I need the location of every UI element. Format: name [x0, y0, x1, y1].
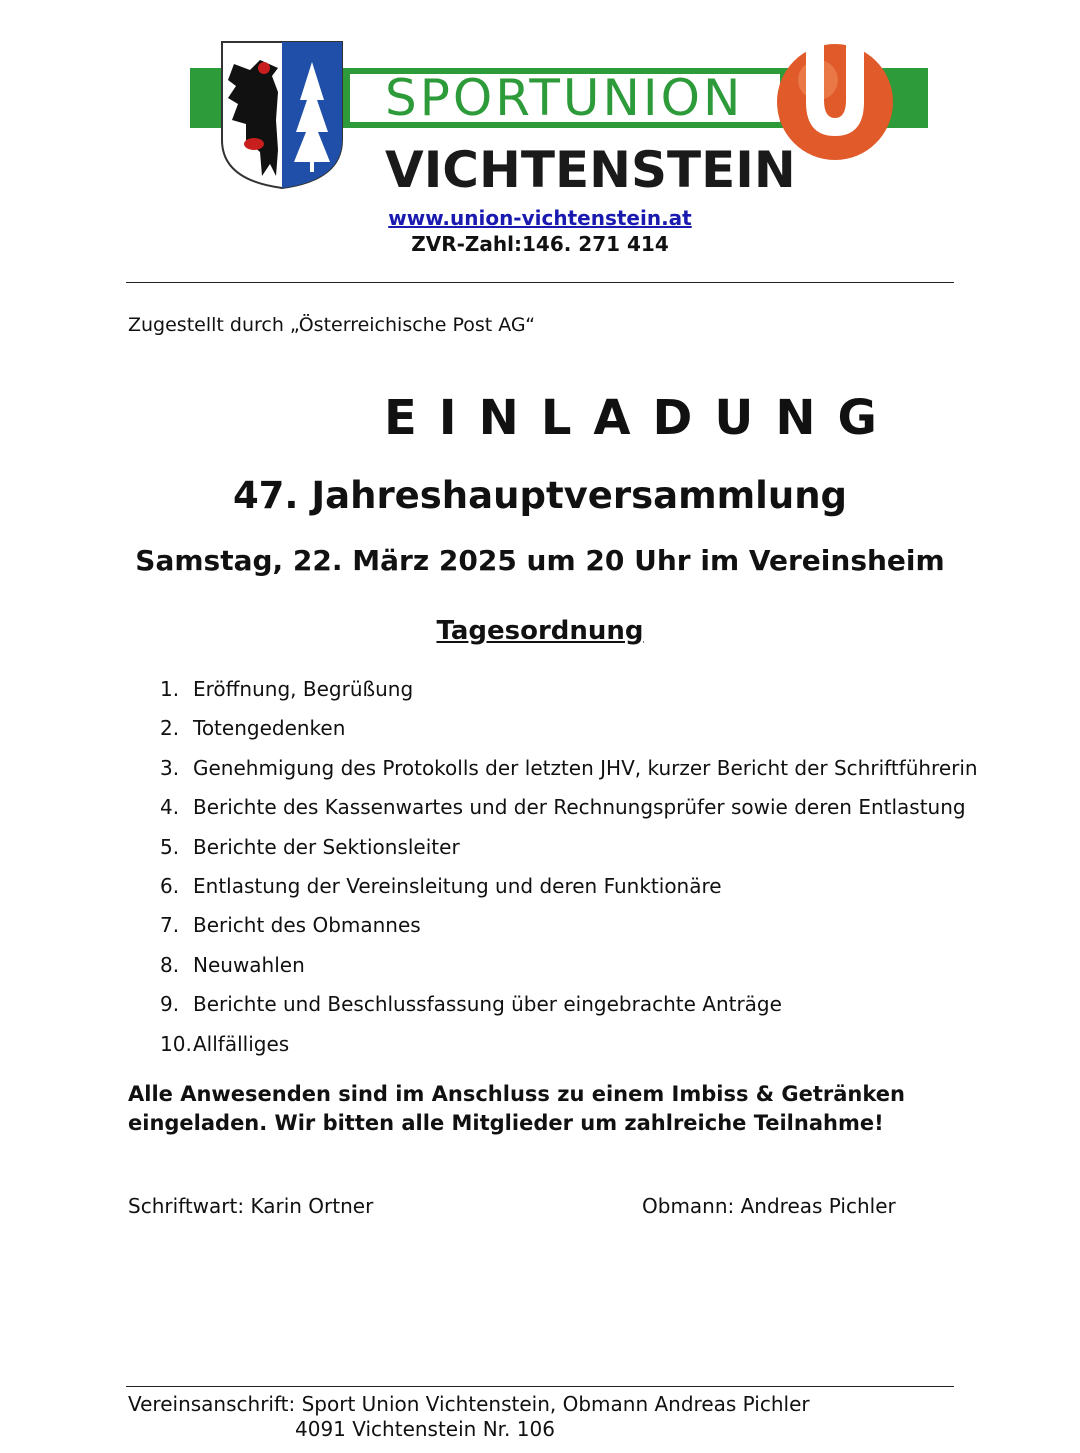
agenda-item: [160, 1031, 978, 1070]
signature-secretary: Schriftwart: Karin Ortner: [128, 1194, 374, 1218]
agenda-item-number: 8.: [160, 952, 180, 977]
coat-of-arms-icon: [222, 42, 342, 188]
agenda-item-number: 2.: [160, 716, 180, 741]
agenda-item-number: 1.: [160, 677, 180, 701]
agenda-item-text: Totengedenken: [193, 716, 346, 741]
logo-word-bottom: VICHTENSTEIN: [385, 141, 796, 199]
footer-address-line1: Vereinsanschrift: Sport Union Vichtenstein, Obmann Andreas Pichler: [128, 1392, 810, 1416]
page-title: EINLADUNG: [384, 390, 899, 446]
agenda-item-text: Berichte der Sektionsleiter: [193, 834, 460, 859]
agenda-heading: Tagesordnung: [436, 616, 644, 646]
agenda-item: [160, 794, 978, 833]
agenda-item: [160, 755, 978, 794]
agenda-item: [160, 991, 978, 1030]
agenda-item-number: 7.: [160, 913, 180, 938]
agenda-item: [160, 715, 978, 754]
agenda-item: [160, 912, 978, 951]
agenda-item-text: Neuwahlen: [193, 952, 305, 977]
website-link[interactable]: www.union-vichtenstein.at: [388, 206, 692, 230]
agenda-item-number: 5.: [160, 834, 180, 859]
agenda-item-number: 6.: [160, 873, 180, 898]
agenda-item-text: Genehmigung des Protokolls der letzten JHV, kurzer Bericht der Schriftführerin: [193, 755, 978, 780]
signature-chairman: Obmann: Andreas Pichler: [642, 1194, 896, 1218]
agenda-item-text: Berichte und Beschlussfassung über eingebrachte Anträge: [193, 992, 782, 1017]
footer-address-line2: 4091 Vichtenstein Nr. 106: [295, 1417, 555, 1441]
agenda-item: [160, 834, 978, 873]
agenda-item-number: 10.: [160, 1031, 192, 1056]
agenda-item-number: 9.: [160, 992, 180, 1017]
delivery-note: Zugestellt durch „Österreichische Post AG“: [128, 314, 536, 336]
zvr-number: ZVR-Zahl:146. 271 414: [411, 232, 669, 256]
agenda-item: [160, 873, 978, 912]
agenda-item-text: Bericht des Obmannes: [193, 913, 421, 938]
agenda-item: [160, 676, 978, 715]
closing-note: Alle Anwesenden sind im Anschluss zu einem Imbiss & Getränken eingeladen. Wir bitten alle Mitglieder um zahlreiche Teilnahme!: [128, 1082, 905, 1135]
footer-divider: [126, 1386, 954, 1387]
agenda-item-number: 3.: [160, 755, 180, 780]
agenda-item-number: 4.: [160, 795, 180, 820]
header-divider: [126, 282, 954, 283]
agenda-item-text: Entlastung der Vereinsleitung und deren Funktionäre: [193, 873, 722, 898]
event-dateline: Samstag, 22. März 2025 um 20 Uhr im Vereinsheim: [135, 544, 945, 577]
event-subtitle: 47. Jahreshauptversammlung: [232, 474, 848, 517]
agenda-list: [160, 676, 978, 1070]
agenda-item-text: Allfälliges: [193, 1031, 290, 1056]
logo-word-top: SPORTUNION: [385, 69, 744, 127]
agenda-item-text: Berichte des Kassenwartes und der Rechnungsprüfer sowie deren Entlastung: [193, 795, 966, 820]
sportunion-logo: [190, 40, 930, 200]
agenda-item-text: Eröffnung, Begrüßung: [193, 677, 414, 701]
agenda-item: [160, 952, 978, 991]
